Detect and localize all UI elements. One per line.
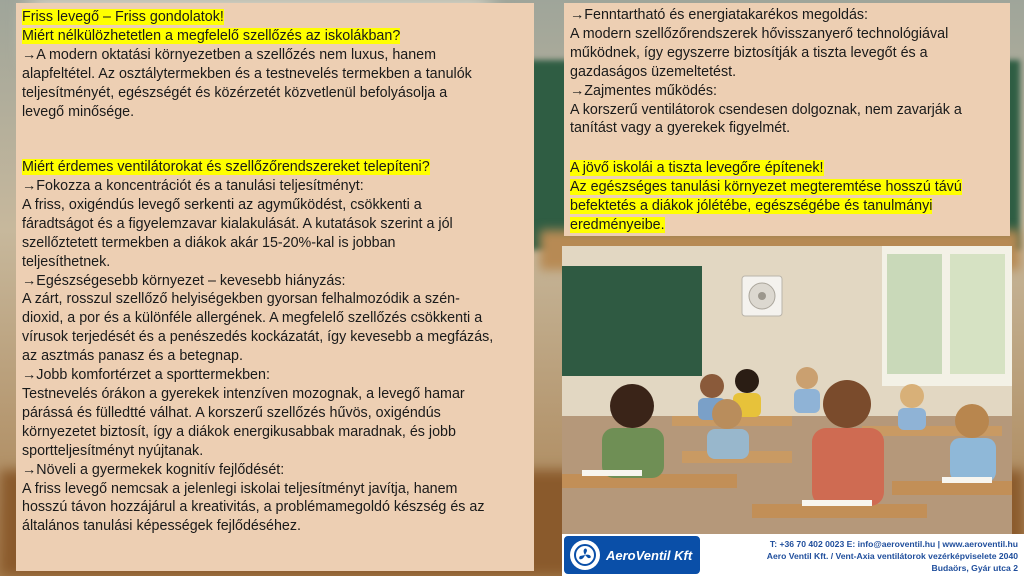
benefit-line (570, 82, 1006, 101)
benefit-line (22, 404, 530, 423)
benefit-line (22, 498, 530, 517)
benefit-text: →Jobb komfortérzet a sporttermekben: (22, 367, 270, 384)
benefit-text: szellőztetett termekben a diákok akár 15-20%-kal is jobban (22, 234, 396, 251)
benefit-line (22, 480, 530, 499)
contact-line-1: T: +36 70 402 0023 E: info@aeroventil.hu | www.aeroventil.hu (769, 539, 1018, 549)
intro-text: teljesítményét, egészségét és közérzetét közvetlenül befolyásolja a (22, 84, 448, 101)
benefit-text: környezetet biztosít, így a diákok energikusabbak maradnak, és jobb (22, 423, 456, 440)
benefit-text: A friss, oxigéndús levegő serkenti az agyműködést, csökkenti a (22, 196, 422, 213)
intro-line (22, 103, 530, 122)
closing-line (570, 178, 1006, 197)
benefit-text: dioxid, a por és a különféle allergének. A megfelelő szellőzés csökkenti a (22, 310, 483, 327)
intro-paragraph (22, 46, 530, 122)
classroom-photo (562, 246, 1012, 534)
contact-line-2: Aero Ventil Kft. / Vent-Axia ventilátorok vezérképviselete 2040 (766, 551, 1018, 561)
title-line-2: Miért nélkülözhetetlen a megfelelő szellőzés az iskolákban? (22, 27, 401, 44)
intro-text: alapfeltétel. Az osztálytermekben és a testnevelés termekben a tanulók (22, 65, 472, 82)
benefit-text: általános tanulási képességek fejlődéséhez. (22, 518, 301, 535)
benefit-text: Testnevelés órákon a gyerekek intenzíven mozognak, a levegő hamar (22, 385, 465, 402)
closing-text: befektetés a diákok jólétébe, egészségébe és tanulmányi (570, 197, 933, 214)
classroom-illustration (562, 246, 1012, 534)
benefit-text: teljesíthetnek. (22, 253, 111, 270)
benefit-line (22, 461, 530, 480)
benefit-line (22, 253, 530, 272)
benefit-text: az asztmás panasz és a betegnap. (22, 348, 243, 365)
benefit-line (22, 385, 530, 404)
heading-block (22, 8, 530, 46)
benefit-line (22, 423, 530, 442)
benefit-line (22, 234, 530, 253)
benefit-line (570, 119, 1006, 138)
benefit-text: gazdaságos üzemeltetést. (570, 63, 737, 80)
benefit-text: A korszerű ventilátorok csendesen dolgoznak, nem zavarják a (570, 101, 962, 118)
benefit-line (22, 442, 530, 461)
benefit-line (22, 290, 530, 309)
benefit-line (570, 44, 1006, 63)
benefit-line (570, 6, 1006, 25)
closing-text: Az egészséges tanulási környezet megteremtése hosszú távú (570, 178, 962, 195)
benefit-text: fáradtságot és a figyelemzavar kialakulását. A kutatások szerint a jól (22, 215, 453, 232)
benefit-text: →Növeli a gyermekek kognitív fejlődését: (22, 461, 285, 478)
intro-text: levegő minősége. (22, 103, 135, 120)
benefit-line (570, 25, 1006, 44)
benefit-text: vírusok terjedését és a penészedés kockázatát, így kevesebb a megfázás, (22, 329, 494, 346)
contact-info (767, 538, 1018, 574)
benefit-text: hosszú távon hozzájárul a kreativitás, a problémamegoldó készség és az (22, 499, 485, 516)
title-line-1: Friss levegő – Friss gondolatok! (22, 9, 224, 25)
benefit-text: A friss levegő nemcsak a jelenlegi iskolai teljesítményt javítja, hanem (22, 480, 458, 497)
contact-line-3: Budaörs, Gyár utca 2 (931, 563, 1018, 573)
benefit-text: →Egészségesebb környezet – kevesebb hiányzás: (22, 272, 346, 289)
closing-line (570, 216, 1006, 235)
benefit-line (22, 366, 530, 385)
benefit-line (22, 272, 530, 291)
benefit-line (22, 215, 530, 234)
benefits-list-continued (570, 6, 1006, 138)
benefit-text: sportteljesítményt nyújtanak. (22, 442, 204, 459)
right-text-panel (564, 3, 1010, 236)
intro-line (22, 46, 530, 65)
benefit-line (570, 63, 1006, 82)
benefit-text: tanítást vagy a gyerekek figyelmét. (570, 120, 791, 137)
intro-line (22, 84, 530, 103)
logo-text: AeroVentil Kft (606, 547, 693, 563)
closing-text: eredményeibe. (570, 216, 665, 233)
benefit-line (22, 328, 530, 347)
benefit-text: működnek, így egyszerre biztosítják a tiszta levegőt és a (570, 44, 928, 61)
benefit-line (22, 196, 530, 215)
benefit-text: →Zajmentes működés: (570, 82, 717, 99)
fan-logo-icon (570, 540, 600, 570)
aeroventil-logo (564, 536, 700, 574)
benefit-text: →Fokozza a koncentrációt és a tanulási teljesítményt: (22, 178, 364, 194)
footer-bar (562, 534, 1024, 576)
benefit-text: párássá és fülledtté válhat. A korszerű szellőzés hűvös, oxigéndús (22, 404, 441, 421)
benefit-line (22, 347, 530, 366)
benefit-text: →Fenntartható és energiatakarékos megoldás: (570, 7, 869, 23)
left-text-panel (16, 3, 534, 571)
benefits-list (22, 177, 530, 536)
benefit-line (22, 517, 530, 536)
closing-line (570, 159, 1006, 178)
question-block (22, 158, 530, 177)
closing-text: A jövő iskolái a tiszta levegőre építenek! (570, 160, 824, 176)
benefit-line (22, 309, 530, 328)
benefit-line (22, 177, 530, 196)
benefit-text: A modern szellőzőrendszerek hővisszanyerő technológiával (570, 25, 949, 42)
intro-text: →A modern oktatási környezetben a szellőzés nem luxus, hanem (22, 47, 437, 63)
question-heading: Miért érdemes ventilátorokat és szellőzőrendszereket telepíteni? (22, 159, 430, 175)
closing-highlight (570, 159, 1006, 235)
benefit-text: A zárt, rosszul szellőző helyiségekben gyorsan felhalmozódik a szén- (22, 291, 460, 308)
closing-line (570, 197, 1006, 216)
intro-line (22, 65, 530, 84)
benefit-line (570, 101, 1006, 120)
